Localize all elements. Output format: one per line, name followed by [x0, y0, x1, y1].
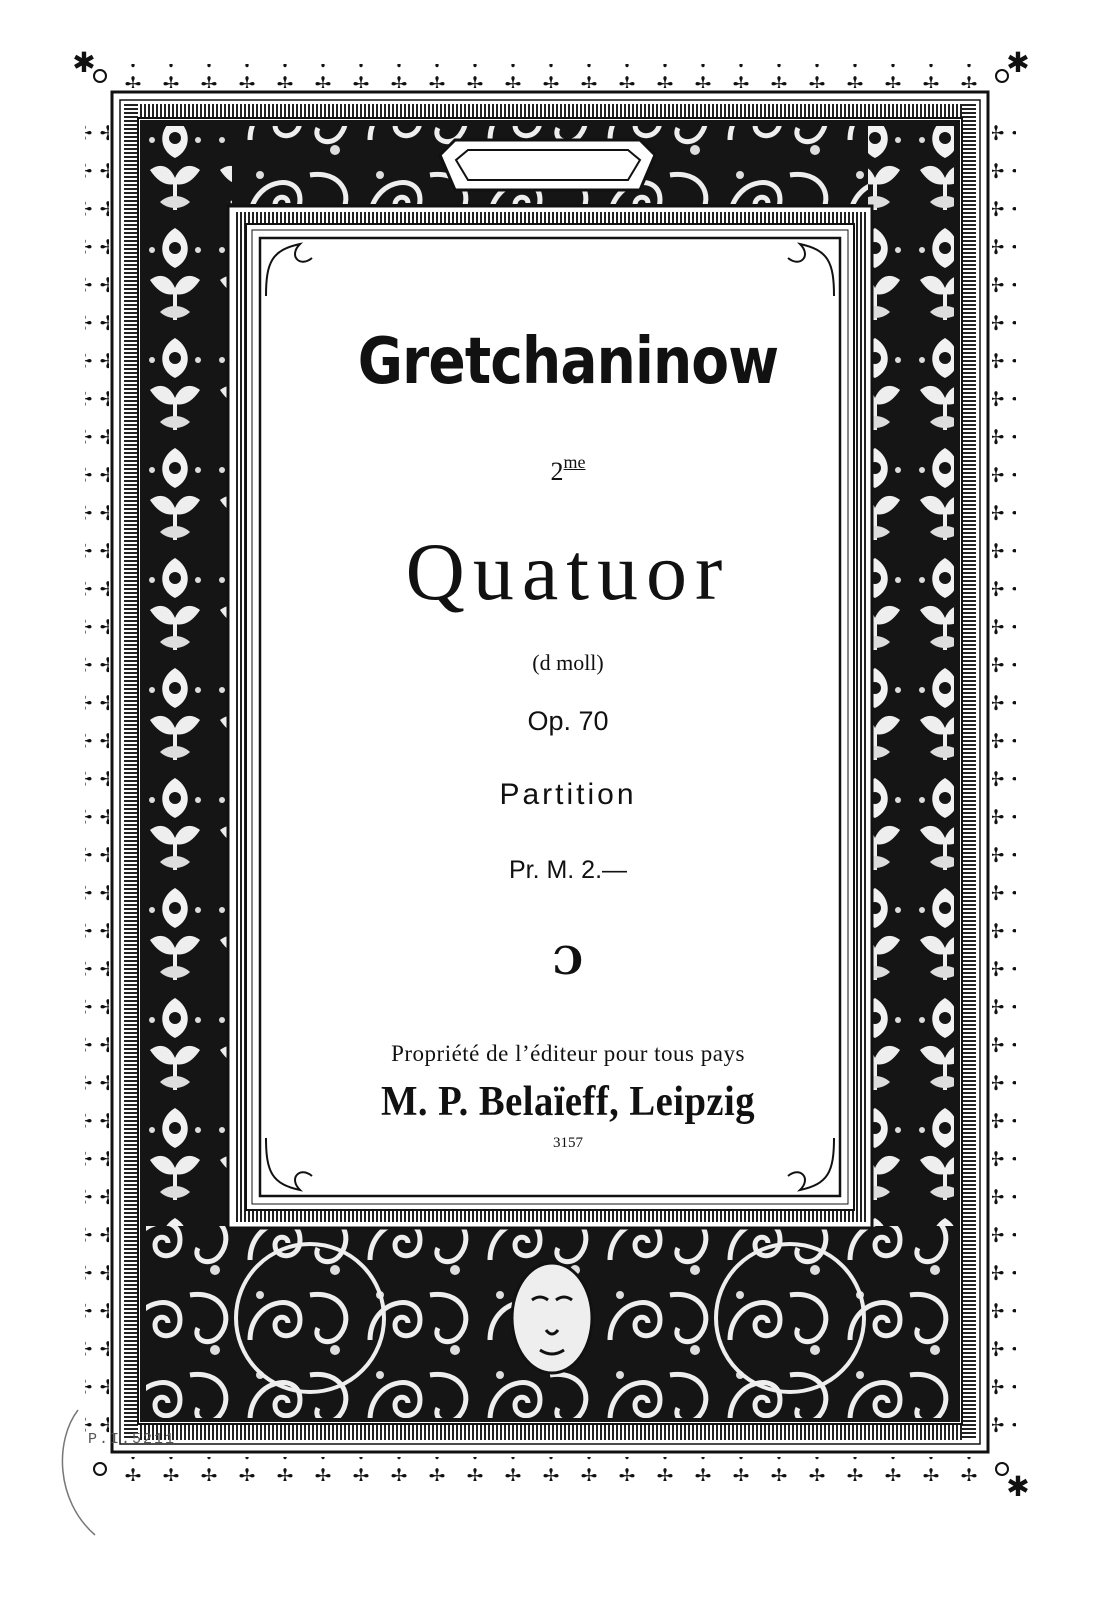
svg-text:✱: ✱ [72, 46, 96, 79]
svg-text:✱: ✱ [1006, 1470, 1030, 1503]
quartet-number-suffix: me [563, 452, 586, 472]
work-title: Quatuor [405, 526, 731, 617]
work-key: (d moll) [532, 650, 604, 675]
publisher-logo-icon: Ɔ [552, 938, 584, 983]
quartet-number [260, 452, 876, 487]
price: Pr. M. 2.— [508, 856, 628, 884]
opus-number: Op. 70 [527, 706, 609, 736]
composer-name: Gretchaninow [357, 325, 779, 399]
quartet-number-value: 2 [550, 457, 564, 486]
plate-number: 3157 [553, 1135, 583, 1151]
publisher-name: M. P. Belaïeff, Leipzig [380, 1079, 756, 1125]
edition-type: Partition [499, 778, 637, 811]
rights-notice: Propriété de l’éditeur pour tous pays [391, 1041, 745, 1066]
svg-text:✱: ✱ [1006, 46, 1030, 79]
library-stamp: P.I.5211 [88, 1431, 177, 1448]
